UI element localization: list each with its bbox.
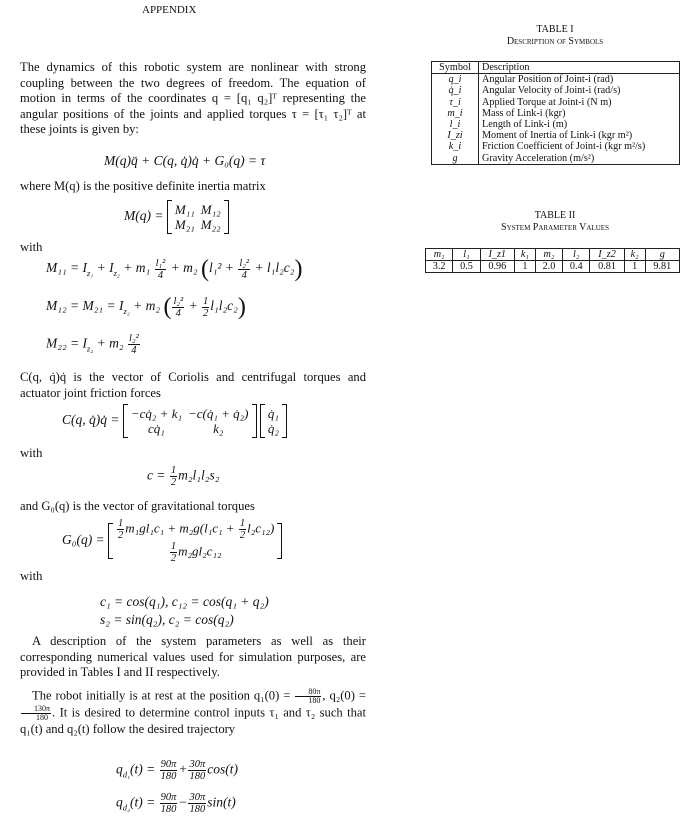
- table-header: l₁: [453, 249, 480, 261]
- equation-c1: c₁ = cos(q₁), c₁₂ = cos(q₁ + q₂): [100, 594, 269, 609]
- eq-text: m₂l₁l₂s₂: [178, 467, 220, 483]
- eq-text: q: [116, 761, 123, 777]
- eq-text: −: [178, 794, 188, 810]
- table-header-row: [432, 62, 680, 74]
- table-cell: 0.4: [563, 261, 590, 273]
- table-row: [432, 74, 680, 86]
- table-header: Description: [479, 62, 680, 74]
- frac-num: l₂²: [128, 333, 139, 344]
- frac-num: 1: [170, 465, 177, 476]
- label-with-2: with: [20, 446, 43, 460]
- paragraph-parameters: A description of the system parameters as well as their corresponding numerical values used for simulation purposes, are provided in Tables I and II respectively.: [20, 634, 366, 680]
- table-cell: 1: [514, 261, 535, 273]
- matrix-lhs: G₀(q) =: [62, 532, 105, 548]
- table-row: [432, 153, 680, 165]
- frac-num: 90π: [160, 759, 177, 770]
- frac-num: l₂²: [239, 257, 250, 269]
- matrix-cell: q̇₂: [267, 421, 279, 436]
- fraction: [160, 792, 178, 815]
- table-cell: Friction Coefficient of Joint-i (kgr m²/s): [482, 141, 646, 153]
- table-header: m₂: [535, 249, 562, 261]
- eq-text: cos(t): [207, 761, 238, 777]
- fraction: [155, 258, 167, 281]
- bracket-right: [252, 404, 257, 438]
- table-cell: g: [432, 153, 479, 165]
- table-cell: 0.81: [590, 261, 624, 273]
- gravity-vector: [113, 518, 277, 564]
- frac-den: 180: [189, 771, 206, 782]
- equation-qd1: [116, 759, 238, 782]
- table2-caption: System Parameter Values: [501, 222, 609, 233]
- table-cell: Gravity Acceleration (m/s²): [482, 152, 595, 164]
- table-header: m₁: [426, 249, 453, 261]
- table-row: [426, 261, 680, 273]
- frac-num: 1: [203, 295, 209, 307]
- inertia-matrix: [172, 202, 224, 232]
- equation-c: [147, 465, 219, 488]
- eq-sub: z₂: [123, 305, 130, 316]
- eq-text: + m₁: [119, 260, 151, 276]
- coriolis-matrix: [128, 406, 252, 436]
- frac-num: l₁²: [155, 257, 166, 269]
- eq-text: sin(t): [207, 794, 236, 810]
- eq-text: q: [116, 794, 123, 810]
- table-cell: 9.81: [653, 261, 672, 273]
- frac-num: 1: [118, 518, 124, 529]
- table1-title: TABLE I: [536, 24, 574, 35]
- eq-text: + m₂: [170, 260, 198, 276]
- table-header: Symbol: [432, 62, 479, 74]
- eq-text: + m₂: [129, 298, 161, 314]
- table-symbols: [431, 61, 680, 165]
- table-cell: 0.5: [453, 261, 480, 273]
- table-row: [432, 141, 680, 152]
- fraction: [239, 518, 246, 541]
- fraction: [188, 792, 206, 815]
- fraction: [170, 465, 177, 488]
- matrix-cell: cq̇₁: [148, 421, 165, 436]
- eq-text: m₂gl₂c₁₂: [178, 543, 222, 559]
- table-header: I_z2: [590, 249, 624, 261]
- frac-den: 180: [160, 771, 177, 782]
- fraction: [238, 258, 250, 281]
- fraction: [21, 705, 51, 722]
- eq-text: c =: [147, 467, 166, 483]
- table-header-row: [426, 249, 680, 261]
- frac-den: 4: [131, 345, 137, 356]
- table-header: I_z1: [480, 249, 514, 261]
- paren-close: ): [294, 256, 303, 282]
- table-cell: 3.2: [426, 261, 453, 273]
- table-cell: m_i: [432, 108, 479, 119]
- eq-text: M₁₁ = I: [46, 260, 87, 276]
- frac-den: 180: [308, 696, 321, 705]
- fraction: [160, 759, 178, 782]
- table-cell: q̇_i: [432, 85, 479, 96]
- table-cell: 2.0: [535, 261, 562, 273]
- table-row: [432, 119, 680, 130]
- table-cell: τ_i: [432, 97, 479, 108]
- eq-text: + l₁l₂c₂: [251, 260, 295, 276]
- table-parameters: [425, 248, 680, 273]
- frac-num: 1: [170, 541, 177, 552]
- frac-den: 180: [160, 804, 177, 815]
- matrix-cell: [113, 541, 277, 564]
- fraction: [128, 333, 140, 356]
- frac-num: l₂²: [173, 295, 184, 307]
- table-cell: Length of Link-i (m): [482, 119, 568, 131]
- matrix-lhs: C(q, q̇)q̇ =: [62, 412, 120, 428]
- table-cell: 1: [624, 261, 645, 273]
- table-header: k₁: [514, 249, 535, 261]
- equation-gravity: [62, 518, 282, 564]
- table-row: [432, 97, 680, 108]
- eq-text: (t) =: [129, 761, 156, 777]
- table-cell: l_i: [432, 119, 479, 130]
- eq-text: + m₂: [93, 335, 124, 351]
- paragraph-inertia: where M(q) is the positive definite inertia matrix: [20, 179, 266, 193]
- fraction: [117, 518, 124, 541]
- eq-text: M₂₂ = I: [46, 335, 87, 351]
- matrix-cell: M₂₂: [200, 217, 221, 232]
- frac-den: 4: [175, 307, 181, 319]
- equation-m11: [46, 257, 303, 281]
- eq-text: l₁l₂c₂: [210, 298, 238, 314]
- equation-s2: s₂ = sin(q₂), c₂ = cos(q₂): [100, 612, 234, 627]
- eq-text: +: [178, 761, 188, 777]
- table-row: [432, 130, 680, 141]
- table-cell: Angular Position of Joint-i (rad): [482, 74, 614, 86]
- frac-den: 2: [170, 477, 177, 488]
- equation-inertia-matrix: [124, 200, 229, 234]
- equation-m22: [46, 333, 141, 356]
- frac-num: 1: [239, 518, 246, 529]
- matrix-cell: M₂₁: [174, 217, 195, 232]
- eq-text: The robot initially is at rest at the position q₁(0) =: [32, 688, 291, 703]
- table-cell: q_i: [432, 74, 479, 86]
- paragraph-coriolis: C(q, q̇)q̇ is the vector of Coriolis and centrifugal torques and actuator joint friction forces: [20, 370, 366, 400]
- paragraph-initial: [20, 688, 366, 738]
- eq-text: + I: [93, 260, 114, 276]
- eq-text: m₁gl₁c₁ + m₂g(l₁c₁ +: [125, 520, 238, 536]
- table-cell: k_i: [432, 141, 479, 152]
- table-row: [432, 85, 680, 96]
- bracket-right: [224, 200, 229, 234]
- eq-text: l₂c₁₂): [247, 520, 275, 536]
- matrix-cell: M₁₂: [200, 202, 221, 217]
- paren-open: (: [163, 294, 172, 320]
- frac-den: 180: [189, 804, 206, 815]
- matrix-cell: M₁₁: [174, 202, 195, 217]
- table-header: l₂: [563, 249, 590, 261]
- section-header: APPENDIX: [142, 4, 197, 16]
- eq-sub: d₂: [122, 802, 130, 813]
- frac-den: 2: [203, 307, 209, 319]
- eq-sub: d₁: [122, 769, 130, 780]
- table-cell: Angular Velocity of Joint-i (rad/s): [482, 85, 621, 97]
- fraction: [295, 688, 321, 705]
- paragraph-gravity: and G₀(q) is the vector of gravitational torques: [20, 499, 255, 513]
- frac-den: 2: [239, 530, 246, 541]
- label-with-1: with: [20, 240, 43, 254]
- paren-open: (: [200, 256, 209, 282]
- velocity-vector: [265, 406, 282, 436]
- eq-text: . It is desired to determine control inputs τ₁ and τ₂ such that q₁(t) and q₂(t) follow the desired trajectory: [20, 705, 366, 736]
- frac-den: 2: [118, 530, 124, 541]
- matrix-cell: −cq̇₂ + k₁: [130, 406, 182, 421]
- table-row: [432, 108, 680, 119]
- eq-text: (t) =: [129, 794, 156, 810]
- eq-text: l₁² +: [208, 260, 234, 276]
- bracket-right: [282, 404, 287, 438]
- eq-sub: z₁: [87, 267, 94, 278]
- paren-close: ): [237, 294, 246, 320]
- fraction: [202, 296, 209, 319]
- frac-num: 90π: [160, 792, 177, 803]
- equation-coriolis: [62, 404, 287, 438]
- frac-num: 30π: [189, 759, 206, 770]
- equation-qd2: [116, 792, 236, 815]
- table1-caption: Description of Symbols: [506, 36, 604, 47]
- table-header: g: [645, 249, 679, 261]
- matrix-cell: k₂: [213, 421, 224, 436]
- fraction: [188, 759, 206, 782]
- label-with-3: with: [20, 569, 43, 583]
- eq-text: +: [185, 298, 202, 314]
- eq-text: , q₂(0) =: [322, 688, 366, 703]
- fraction: [170, 541, 177, 564]
- table-cell: I_zi: [432, 130, 479, 141]
- eq-text: M₁₂ = M₂₁ = I: [46, 298, 124, 314]
- table-cell: 0.96: [480, 261, 514, 273]
- frac-den: 2: [170, 553, 177, 564]
- frac-num: 80π: [295, 688, 321, 697]
- frac-num: 130π: [21, 705, 51, 714]
- matrix-cell: [113, 518, 277, 541]
- frac-den: 4: [157, 269, 164, 281]
- eq-sub: z₂: [87, 343, 94, 354]
- matrix-cell: −c(q̇₁ + q̇₂): [187, 406, 249, 421]
- frac-den: 4: [241, 269, 247, 281]
- paragraph-dynamics: The dynamics of this robotic system are nonlinear with strong coupling between the two degrees of freedom. The equation of motion in terms of the coordinates q = [q₁ q₂]ᵀ representing the angular positions of the joints and applied torques τ = [τ₁ τ₂]ᵀ at these joints is given by:: [20, 60, 366, 137]
- equation-m12: [46, 295, 246, 319]
- equation-motion: M(q)q̈ + C(q, q̇)q̇ + G₀(q) = τ: [104, 153, 266, 168]
- table-header: k₂: [624, 249, 645, 261]
- table-cell: Mass of Link-i (kgr): [482, 107, 566, 119]
- table-cell: Applied Torque at Joint-i (N m): [482, 96, 612, 108]
- table2-title: TABLE II: [534, 210, 576, 221]
- eq-sub: z₂: [113, 267, 120, 278]
- matrix-lhs: M(q) =: [124, 208, 164, 224]
- fraction: [172, 296, 184, 319]
- matrix-cell: q̇₁: [267, 406, 279, 421]
- frac-num: 30π: [189, 792, 206, 803]
- bracket-right: [277, 523, 282, 559]
- table-cell: Moment of Inertia of Link-i (kgr m²): [482, 130, 633, 142]
- frac-den: 180: [36, 713, 49, 722]
